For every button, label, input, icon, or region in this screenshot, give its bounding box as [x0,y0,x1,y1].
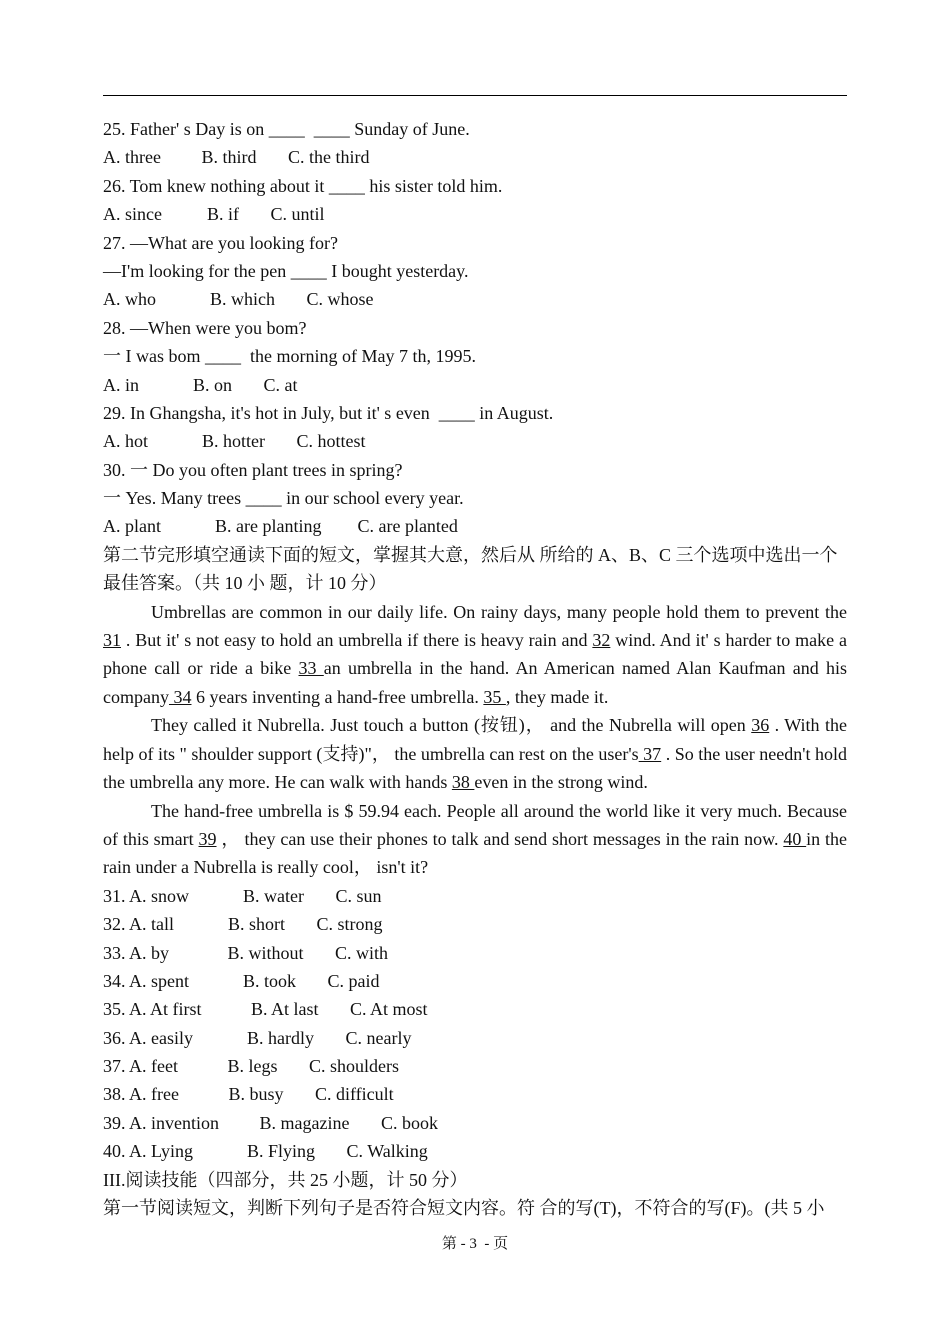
page-content [103,115,847,1222]
passage-text: Umbrellas are common in our daily life. On rainy days, many people hold them to prevent the [151,601,847,622]
question-29-options: A. hot B. hotter C. hottest [103,431,366,452]
passage-text: . With the help of its " shoulder support (支持)"， the umbrella can rest on the user's [103,715,847,764]
passage-text: even in the strong wind. [474,772,648,793]
passage-text: They called it Nubrella. Just touch a button (按钮)， and the Nubrella will open [151,715,752,736]
option-row-38: 38. A. free B. busy C. difficult [103,1084,394,1105]
passage-paragraph-1 [103,598,847,712]
option-row-39: 39. A. invention B. magazine C. book [103,1112,438,1133]
passage-paragraph-3 [103,797,847,882]
page-number: 第 - 3 - 页 [441,1236,509,1252]
passage-text: in the rain under a Nubrella is really cool， isn't it? [103,828,847,878]
question-30-answer-line: 一 Yes. Many trees ____ in our school every year. [103,488,464,509]
blank-32: 32 [592,630,611,651]
header-rule [103,95,847,96]
question-27-options: A. who B. which C. whose [103,289,374,310]
passage-text: ， they can use their phones to talk and send short messages in the rain now. [216,828,784,849]
option-row-37: 37. A. feet B. legs C. shoulders [103,1056,399,1077]
passage-paragraph-2 [103,711,847,796]
question-29: 29. In Ghangsha, it's hot in July, but it' s even ____ in August. [103,402,554,423]
question-28-answer-line: 一 I was bom ____ the morning of May 7 th, 1995. [103,346,476,367]
blank-35: 35 [483,686,506,707]
blank-38: 38 [451,772,475,793]
passage-text: wind. And it' s harder to make a phone call or ride a bike [103,630,847,679]
passage-text: an umbrella in the hand. An American named Alan Kaufman and his company [103,658,847,707]
passage-text: , they made it. [505,686,609,707]
question-27-answer-line: —I'm looking for the pen ____ I bought yesterday. [103,260,469,281]
option-row-31: 31. A. snow B. water C. sun [103,885,382,906]
option-row-40: 40. A. Lying B. Flying C. Walking [103,1141,428,1162]
blank-34: 34 [168,686,192,707]
question-26-options: A. since B. if C. until [103,204,325,225]
section-2-heading: 第二节完形填空通读下面的短文，掌握其大意，然后从 所给的 A、B、C 三个选项中选出一个最佳答案。（共 10 小 题，计 10 分） [103,544,838,594]
passage-text: 6 years inventing a hand-free umbrella. [191,686,484,707]
passage-text: The hand-free umbrella is $ 59.94 each. People all around the world like it very much. Because of this smart [103,800,847,849]
option-row-32: 32. A. tall B. short C. strong [103,914,383,935]
section-3-heading: III.阅读技能（四部分，共 25 小题，计 50 分） [103,1169,468,1190]
option-row-35: 35. A. At first B. At last C. At most [103,999,428,1020]
question-27: 27. —What are you looking for? [103,232,338,253]
option-row-36: 36. A. easily B. hardly C. nearly [103,1027,412,1048]
blank-37: 37 [638,743,662,764]
option-row-34: 34. A. spent B. took C. paid [103,970,380,991]
blank-36: 36 [751,715,770,736]
question-25: 25. Father' s Day is on ____ ____ Sunday of June. [103,119,470,139]
question-28: 28. —When were you bom? [103,317,307,338]
passage-text: . But it' s not easy to hold an umbrella if there is heavy rain and [121,630,593,651]
question-30-options: A. plant B. are planting C. are planted [103,516,458,537]
question-25-options: A. three B. third C. the third [103,147,370,168]
question-26: 26. Tom knew nothing about it ____ his sister told him. [103,175,503,196]
question-28-options: A. in B. on C. at [103,374,298,395]
question-30: 30. 一 Do you often plant trees in spring? [103,459,403,480]
passage-text: . So the user needn't hold the umbrella any more. He can walk with hands [103,743,848,793]
option-row-33: 33. A. by B. without C. with [103,942,389,963]
blank-40: 40 [783,828,807,849]
blank-33: 33 [298,658,324,679]
blank-39: 39 [198,828,217,849]
section-3-instructions: 第一节阅读短文，判断下列句子是否符合短文内容。符 合的写(T)，不符合的写(F)。(共 5 小 [103,1198,825,1219]
blank-31: 31 [103,630,121,651]
